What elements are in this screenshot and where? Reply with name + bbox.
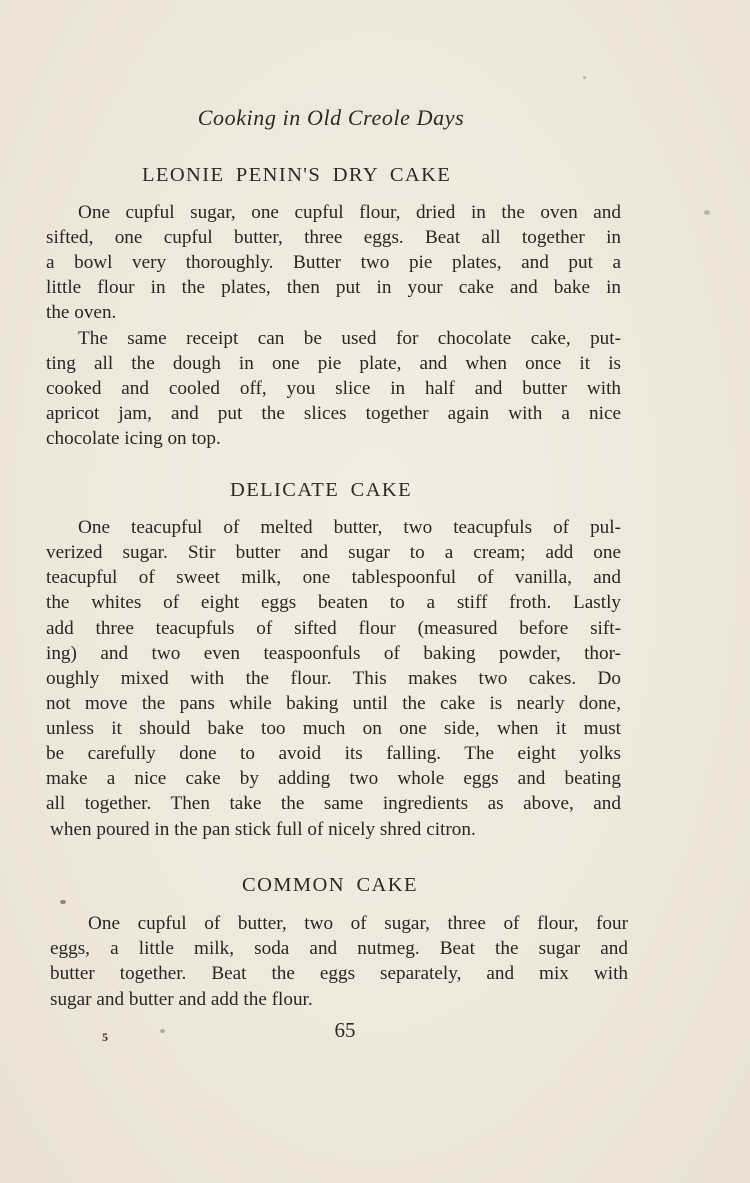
paragraph-line: One cupful sugar, one cupful flour, dried in the oven and: [78, 202, 621, 223]
paragraph-line: make a nice cake by adding two whole eggs and beating: [46, 768, 621, 789]
paragraph-line: The same receipt can be used for chocolate cake, put-: [78, 328, 621, 349]
paragraph-line: the whites of eight eggs beaten to a stiff froth. Lastly: [46, 592, 621, 613]
paragraph-line: add three teacupfuls of sifted flour (measured before sift-: [46, 618, 621, 639]
paragraph-line: the oven.: [46, 302, 117, 323]
paragraph-line: ing) and two even teaspoonfuls of baking powder, thor-: [46, 643, 621, 664]
paper-speck: [704, 210, 710, 215]
paragraph-line: teacupful of sweet milk, one tablespoonful of vanilla, and: [46, 567, 621, 588]
paragraph-line: butter together. Beat the eggs separately, and mix with: [50, 963, 628, 984]
paragraph-line: ting all the dough in one pie plate, and when once it is: [46, 353, 621, 374]
paragraph-line: a bowl very thoroughly. Butter two pie plates, and put a: [46, 252, 621, 273]
paragraph-line: cooked and cooled off, you slice in half and butter with: [46, 378, 621, 399]
paragraph-line: eggs, a little milk, soda and nutmeg. Beat the sugar and: [50, 938, 628, 959]
paper-speck: [583, 76, 586, 79]
section-heading-dry-cake: LEONIE PENIN'S DRY CAKE: [142, 164, 452, 186]
paragraph-line: little flour in the plates, then put in your cake and bake in: [46, 277, 621, 298]
section-heading-delicate-cake: DELICATE CAKE: [230, 479, 413, 501]
signature-mark: 5: [102, 1030, 108, 1044]
paragraph-line: oughly mixed with the flour. This makes two cakes. Do: [46, 668, 621, 689]
paper-speck: [160, 1029, 165, 1033]
section-heading-common-cake: COMMON CAKE: [242, 874, 418, 896]
paragraph-line: verized sugar. Stir butter and sugar to a cream; add one: [46, 542, 621, 563]
page-number: 65: [334, 1018, 356, 1042]
paragraph-line: unless it should bake too much on one side, when it must: [46, 718, 621, 739]
paragraph-line: when poured in the pan stick full of nicely shred citron.: [50, 819, 476, 840]
paragraph-line: chocolate icing on top.: [46, 428, 221, 449]
paragraph-line: be carefully done to avoid its falling. The eight yolks: [46, 743, 621, 764]
paragraph-line: One teacupful of melted butter, two teacupfuls of pul-: [78, 517, 621, 538]
paragraph-line: all together. Then take the same ingredients as above, and: [46, 793, 621, 814]
paragraph-line: not move the pans while baking until the cake is nearly done,: [46, 693, 621, 714]
paragraph-line: sifted, one cupful butter, three eggs. Beat all together in: [46, 227, 621, 248]
running-head: Cooking in Old Creole Days: [197, 105, 465, 130]
paragraph-line: One cupful of butter, two of sugar, three of flour, four: [88, 913, 628, 934]
paragraph-line: sugar and butter and add the flour.: [50, 989, 313, 1010]
paper-speck: [60, 900, 66, 904]
paragraph-line: apricot jam, and put the slices together again with a nice: [46, 403, 621, 424]
